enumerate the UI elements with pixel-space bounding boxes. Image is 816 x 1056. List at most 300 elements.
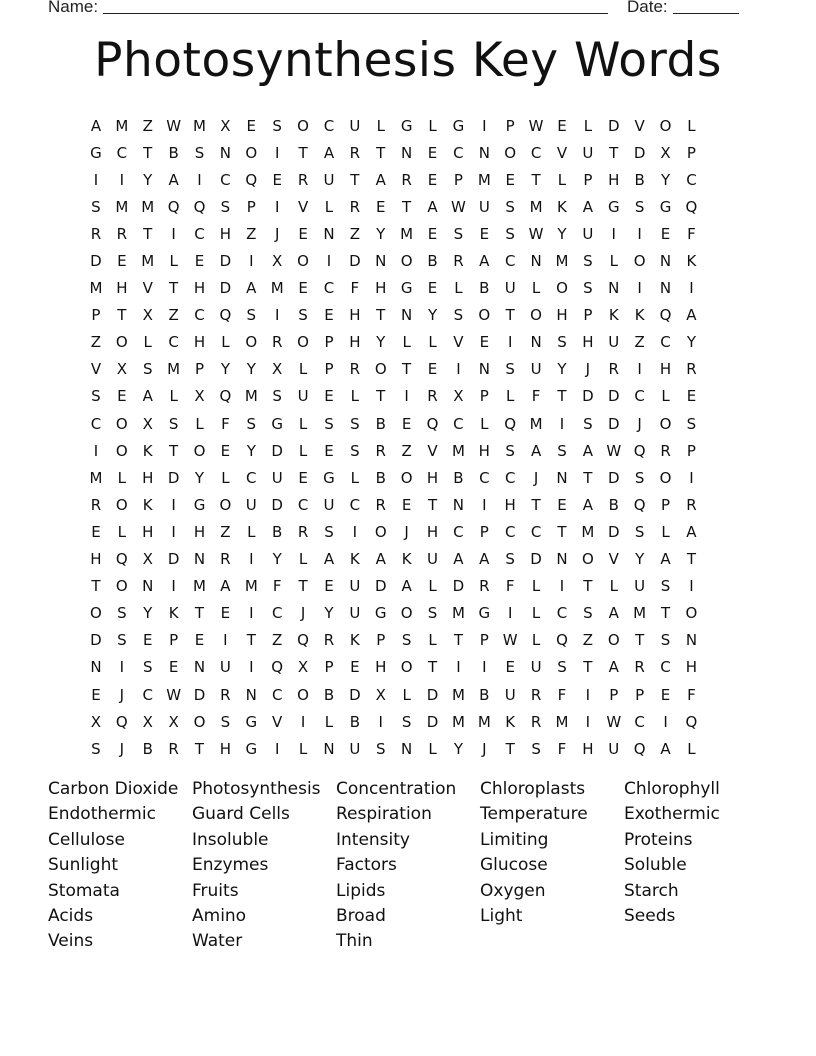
grid-letter: T [609,143,619,162]
grid-letter: T [583,577,593,596]
word-list-item: Chloroplasts [480,779,586,799]
grid-letter: X [142,414,153,433]
grid-letter: M [89,468,103,487]
word-list-item: Endothermic [48,804,156,825]
grid-letter: K [401,550,412,569]
grid-letter: N [245,685,257,704]
grid-letter: T [505,306,515,325]
grid-letter: T [557,522,567,541]
grid-letter: Q [115,712,128,731]
grid-letter: N [193,550,206,569]
grid-letter: E [220,604,231,623]
grid-letter: A [323,550,335,569]
grid-letter: T [583,658,593,677]
grid-letter: T [686,550,697,569]
grid-letter: A [90,116,102,135]
word-list-item: Veins [48,931,94,952]
grid-letter: T [427,658,438,677]
grid-letter: O [297,116,309,135]
grid-letter: H [582,333,594,352]
grid-letter: F [557,739,567,758]
grid-letter: O [659,116,672,135]
grid-letter: S [91,387,101,406]
grid-letter: S [117,631,127,650]
grid-letter: E [427,170,438,189]
grid-letter: A [168,170,179,189]
grid-letter: C [323,279,335,298]
grid-letter: C [453,414,464,433]
grid-letter: T [660,604,671,623]
grid-letter: L [557,170,567,189]
grid-letter: S [505,360,515,379]
grid-letter: O [115,333,128,352]
grid-letter: L [687,739,696,758]
grid-letter: A [375,550,386,569]
grid-letter: O [400,658,413,677]
grid-letter: L [531,279,541,298]
grid-row [83,166,731,193]
grid-letter: V [453,333,464,352]
grid-letter: H [193,333,206,352]
grid-letter: J [300,604,306,623]
grid-letter: X [142,550,153,569]
grid-letter: M [167,360,181,379]
grid-letter: G [193,495,206,514]
grid-letter: U [349,116,361,135]
grid-letter: C [168,333,179,352]
grid-letter: I [119,170,125,189]
grid-letter: S [401,631,412,650]
grid-letter: W [502,631,518,650]
grid-row [83,302,731,329]
grid-letter: S [272,387,282,406]
grid-letter: U [323,495,335,514]
grid-letter: U [271,468,283,487]
grid-letter: E [505,658,515,677]
word-list-item: Exothermic [624,804,720,825]
grid-letter: Q [556,631,568,650]
grid-letter: V [608,550,619,569]
word-list-item: Sunlight [48,855,119,876]
word-list-item: Guard Cells [192,804,290,825]
grid-letter: A [427,197,438,216]
grid-letter: F [505,577,515,596]
grid-letter: D [193,685,206,704]
word-list-item: Limiting [480,829,549,850]
word-list-item: Enzymes [192,855,269,876]
grid-letter: R [90,224,102,243]
word-list-item: Broad [336,905,386,926]
grid-letter: Q [245,170,258,189]
grid-letter: I [663,712,668,731]
grid-row [83,383,731,410]
grid-letter: S [686,414,697,433]
grid-letter: E [479,333,490,352]
grid-letter: D [607,522,620,541]
grid-letter: E [557,116,567,135]
grid-letter: P [479,387,489,406]
grid-letter: X [453,387,464,406]
word-list-item: Acids [48,905,94,926]
grid-letter: S [401,712,412,731]
grid-letter: I [559,414,565,433]
grid-letter: L [687,116,696,135]
grid-letter: I [378,712,383,731]
grid-letter: U [349,739,361,758]
grid-letter: I [585,685,591,704]
worksheet-header [48,0,748,19]
grid-letter: Y [686,333,697,352]
grid-letter: P [324,360,334,379]
grid-letter: S [557,333,567,352]
grid-letter: S [246,306,257,325]
grid-letter: Y [557,360,567,379]
grid-letter: Z [168,306,179,325]
grid-letter: D [271,495,283,514]
grid-letter: I [171,577,176,596]
grid-letter: B [479,685,490,704]
grid-letter: B [453,468,464,487]
grid-letter: P [479,522,489,541]
grid-letter: M [89,279,103,298]
grid-letter: R [530,685,542,704]
grid-letter: E [220,441,231,460]
grid-letter: E [350,658,360,677]
grid-letter: E [168,658,179,677]
grid-letter: U [504,685,516,704]
grid-letter: S [583,279,593,298]
grid-letter: D [607,116,620,135]
grid-letter: D [219,279,232,298]
grid-letter: I [300,712,306,731]
grid-row [83,491,731,518]
grid-letter: A [142,387,153,406]
grid-row [83,193,731,220]
grid-letter: T [376,387,386,406]
grid-letter: O [556,279,568,298]
grid-row [83,356,731,383]
word-list-item: Fruits [192,880,239,901]
grid-letter: T [298,577,308,596]
grid-letter: H [219,739,232,758]
grid-letter: J [119,739,125,758]
word-list-item: Water [192,931,243,952]
grid-letter: B [142,739,153,758]
grid-letter: P [686,441,696,460]
grid-row [83,681,731,708]
grid-letter: E [91,685,101,704]
grid-letter: T [143,143,153,162]
grid-letter: I [689,279,694,298]
grid-letter: E [298,468,308,487]
grid-letter: Y [557,224,567,243]
grid-letter: P [686,143,696,162]
grid-letter: L [350,387,360,406]
grid-letter: I [171,522,176,541]
grid-letter: R [608,360,619,379]
grid-letter: K [634,306,645,325]
grid-letter: N [323,739,335,758]
grid-letter: X [272,252,283,271]
grid-letter: Y [143,604,153,623]
grid-letter: V [90,360,102,379]
grid-letter: A [246,279,257,298]
grid-letter: O [115,414,128,433]
grid-letter: E [427,360,438,379]
grid-letter: R [453,252,464,271]
grid-letter: S [168,414,179,433]
word-list-item: Light [480,905,523,926]
grid-row [83,627,731,654]
grid-letter: C [556,604,568,623]
grid-letter: T [402,197,412,216]
grid-letter: O [530,306,542,325]
grid-letter: C [453,522,464,541]
word-list-item: Thin [336,931,373,952]
grid-letter: T [117,306,127,325]
grid-letter: D [607,387,620,406]
grid-letter: N [659,279,672,298]
grid-letter: H [556,306,568,325]
grid-letter: O [115,495,128,514]
grid-letter: M [555,712,569,731]
grid-letter: D [90,631,102,650]
grid-letter: M [555,252,569,271]
grid-letter: V [556,143,568,162]
grid-letter: O [90,604,102,623]
grid-letter: S [505,441,515,460]
grid-letter: C [323,116,335,135]
grid-letter: E [298,224,308,243]
grid-letter: C [453,143,464,162]
grid-letter: U [427,550,439,569]
grid-letter: T [557,387,567,406]
grid-letter: L [195,414,204,433]
grid-letter: D [530,550,542,569]
grid-letter: M [193,577,206,596]
grid-letter: P [453,170,463,189]
grid-letter: O [297,685,309,704]
grid-letter: I [249,658,254,677]
grid-letter: G [271,414,283,433]
grid-letter: E [272,170,282,189]
grid-row [83,220,731,247]
grid-letter: E [479,224,490,243]
grid-letter: S [246,414,257,433]
grid-letter: U [349,577,361,596]
grid-letter: U [608,739,620,758]
grid-letter: Y [324,604,334,623]
grid-letter: U [530,658,542,677]
grid-letter: L [117,468,127,487]
grid-letter: Z [349,224,360,243]
grid-letter: C [349,495,361,514]
grid-letter: U [478,197,490,216]
grid-letter: L [324,197,334,216]
grid-letter: M [115,197,129,216]
grid-letter: E [194,631,205,650]
grid-letter: Q [685,197,698,216]
grid-letter: Q [219,306,232,325]
grid-letter: R [634,658,645,677]
grid-letter: D [349,685,361,704]
grid-letter: M [141,252,155,271]
grid-letter: C [297,495,309,514]
grid-letter: L [324,712,334,731]
grid-letter: U [297,387,309,406]
grid-letter: P [635,685,645,704]
grid-letter: K [686,252,697,271]
grid-letter: F [221,414,230,433]
grid-letter: T [402,360,412,379]
grid-letter: V [427,441,438,460]
grid-letter: I [119,658,125,677]
grid-letter: N [478,360,490,379]
grid-letter: B [479,279,490,298]
grid-letter: U [582,224,594,243]
grid-letter: J [585,360,591,379]
grid-letter: Y [246,441,256,460]
word-list-item: Carbon Dioxide [48,779,179,799]
grid-letter: G [323,468,335,487]
grid-letter: Q [115,550,128,569]
word-list-item: Photosynthesis [192,779,321,799]
grid-letter: I [352,522,358,541]
word-list-item: Intensity [336,829,410,850]
word-list [48,778,768,953]
grid-row [83,518,731,545]
grid-letter: L [298,550,308,569]
grid-letter: L [506,387,515,406]
grid-letter: H [426,468,439,487]
grid-letter: R [349,197,361,216]
grid-letter: L [169,252,178,271]
grid-letter: H [142,468,154,487]
grid-letter: M [244,387,258,406]
word-list-item: Proteins [624,829,693,850]
grid-letter: E [324,306,334,325]
grid-row [83,464,731,491]
grid-letter: I [507,333,513,352]
grid-letter: A [686,522,697,541]
name-blank-line [103,13,608,14]
grid-letter: G [245,712,258,731]
grid-row [83,410,731,437]
grid-letter: M [270,279,284,298]
grid-letter: A [686,306,697,325]
grid-letter: A [453,550,464,569]
word-search-grid [83,112,731,762]
grid-row [83,708,731,735]
grid-letter: R [660,441,671,460]
grid-letter: L [480,414,489,433]
grid-letter: U [582,143,594,162]
word-list-item: Starch [624,880,679,901]
grid-letter: E [505,170,515,189]
grid-letter: T [350,170,360,189]
grid-letter: S [350,414,360,433]
grid-letter: E [298,279,308,298]
word-list-item: Lipids [336,880,386,901]
grid-letter: O [659,414,672,433]
grid-letter: A [582,441,593,460]
grid-letter: O [297,252,309,271]
grid-letter: S [194,143,205,162]
grid-letter: Z [272,631,283,650]
grid-letter: X [660,143,671,162]
grid-letter: K [505,712,516,731]
grid-letter: Z [90,333,102,352]
grid-letter: L [531,631,541,650]
grid-letter: H [426,522,439,541]
grid-letter: C [530,522,542,541]
grid-letter: U [245,495,257,514]
grid-letter: Y [246,360,256,379]
grid-letter: N [556,550,568,569]
grid-letter: Q [271,658,284,677]
grid-letter: U [634,577,646,596]
grid-letter: L [298,360,308,379]
grid-letter: P [479,631,489,650]
grid-letter: J [119,685,125,704]
grid-letter: U [504,279,516,298]
grid-letter: B [375,414,386,433]
grid-letter: E [401,495,412,514]
grid-letter: O [245,143,258,162]
grid-letter: S [324,522,334,541]
grid-letter: R [90,495,102,514]
grid-letter: Q [297,631,309,650]
grid-letter: I [249,550,254,569]
grid-letter: T [246,631,256,650]
grid-letter: O [245,333,258,352]
grid-letter: D [374,577,387,596]
grid-letter: A [323,143,335,162]
grid-letter: D [582,387,594,406]
grid-letter: H [659,360,672,379]
grid-letter: Y [194,468,205,487]
grid-letter: L [298,739,308,758]
grid-letter: O [633,252,646,271]
grid-letter: J [637,414,642,433]
grid-letter: H [90,550,102,569]
grid-letter: H [219,224,232,243]
grid-letter: T [531,495,541,514]
grid-letter: E [686,387,697,406]
grid-letter: G [659,197,672,216]
grid-letter: I [585,712,591,731]
grid-letter: O [193,712,206,731]
grid-letter: L [428,631,437,650]
word-list-item: Concentration [336,779,457,799]
page-title: Photosynthesis Key Words [94,33,722,88]
grid-letter: Y [376,224,386,243]
grid-letter: X [90,712,102,731]
grid-letter: W [528,116,544,135]
grid-letter: H [685,658,698,677]
grid-row [83,437,731,464]
grid-letter: W [606,712,622,731]
grid-letter: L [428,116,437,135]
grid-letter: T [298,143,308,162]
grid-letter: Z [220,522,231,541]
grid-letter: I [456,360,461,379]
grid-letter: D [167,550,180,569]
word-list-item: Chlorophyll [624,779,720,799]
grid-letter: S [505,197,515,216]
grid-letter: N [401,306,413,325]
grid-letter: N [608,279,620,298]
